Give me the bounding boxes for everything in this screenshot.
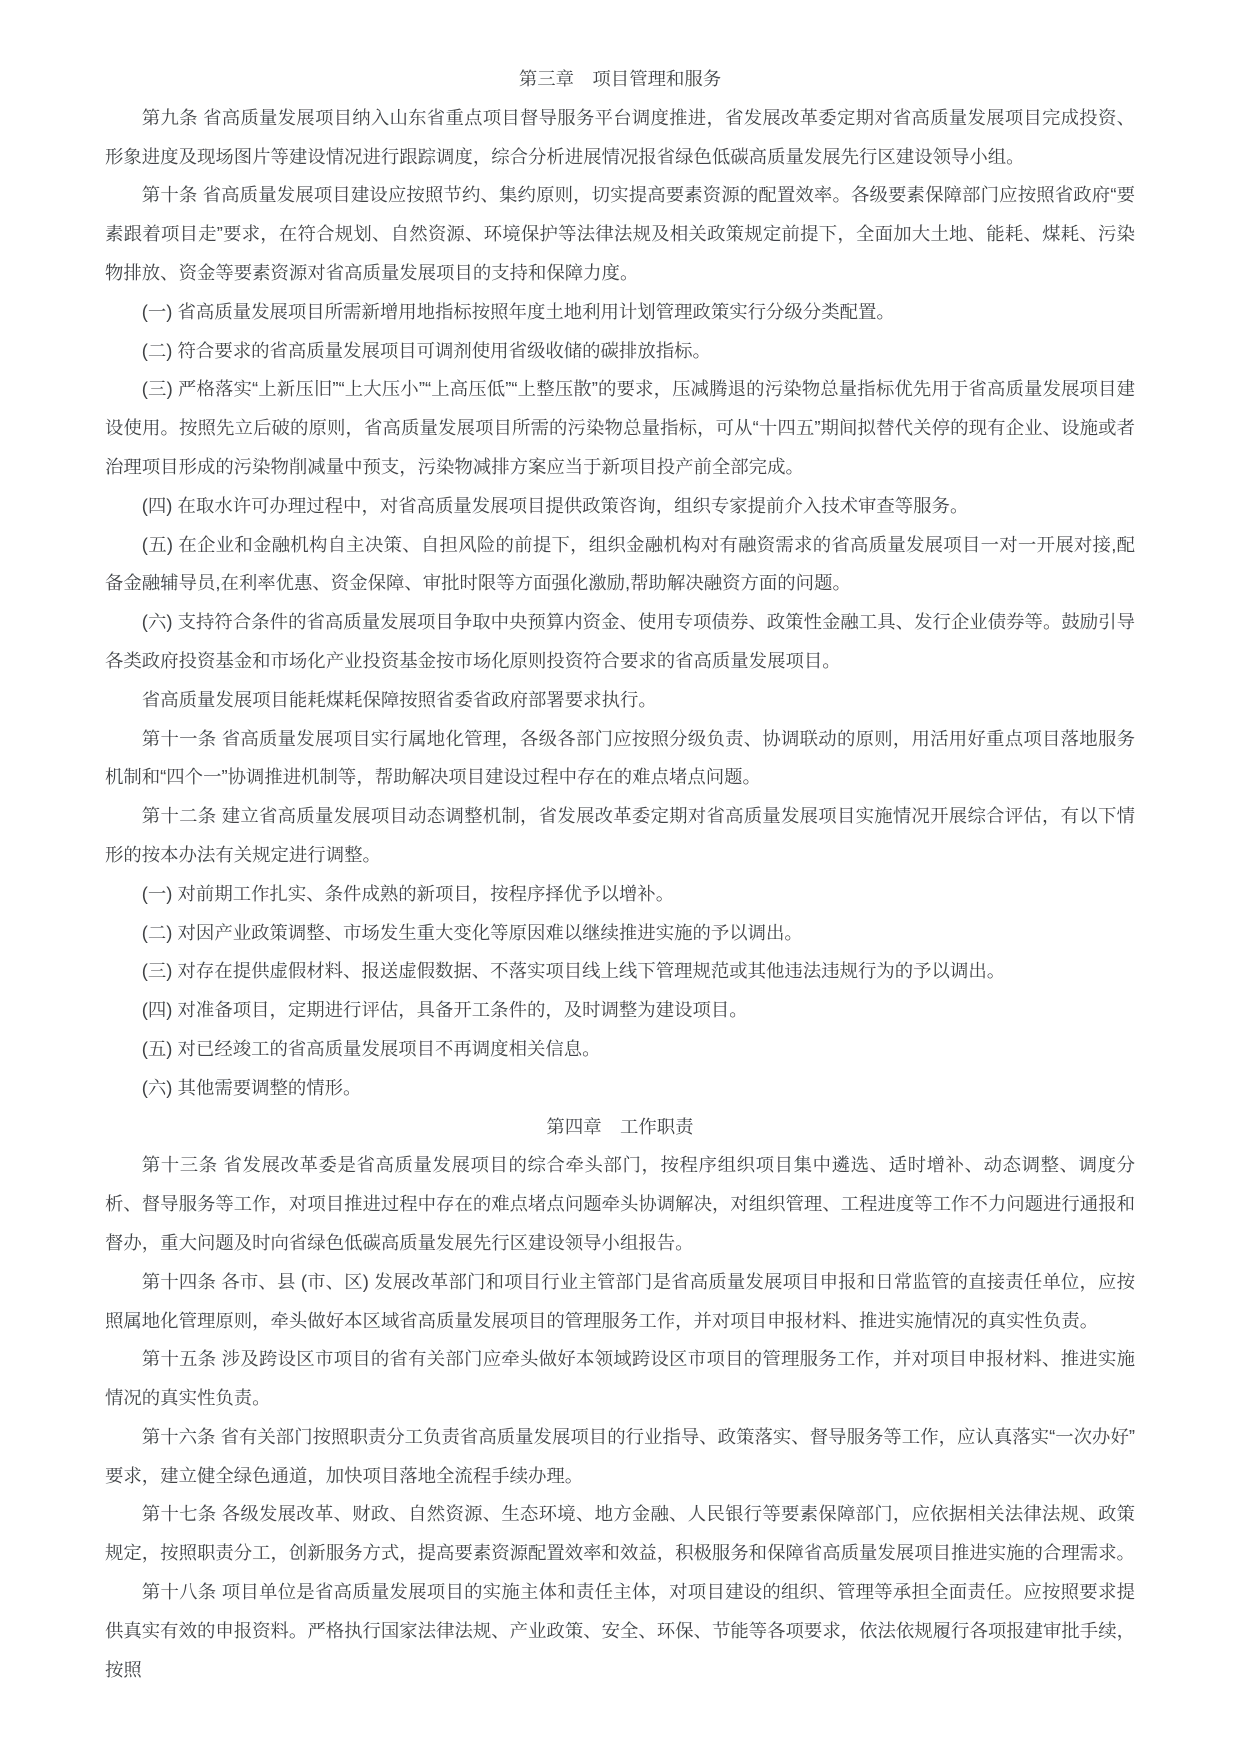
article-10-item-1: (一) 省高质量发展项目所需新增用地指标按照年度土地利用计划管理政策实行分级分类配置。 (141, 300, 895, 322)
article-17-paragraph: 第十七条 各级发展改革、财政、自然资源、生态环境、地方金融、人民银行等要素保障部门，应依据相关法律法规、政策规定，按照职责分工，创新服务方式，提高要素资源配置效率和效益，积极服务和保障省高质量发展项目推进实施的合理需求。 (105, 1503, 1135, 1564)
article-12-item-5: (五) 对已经竣工的省高质量发展项目不再调度相关信息。 (141, 1037, 601, 1059)
article-15-paragraph: 第十五条 涉及跨设区市项目的省有关部门应牵头做好本领域跨设区市项目的管理服务工作，并对项目申报材料、推进实施情况的真实性负责。 (105, 1348, 1135, 1409)
article-12-item-3: (三) 对存在提供虚假材料、报送虚假数据、不落实项目线上线下管理规范或其他违法违规行为的予以调出。 (141, 960, 1006, 982)
article-13-paragraph: 第十三条 省发展改革委是省高质量发展项目的综合牵头部门，按程序组织项目集中遴选、适时增补、动态调整、调度分析、督导服务等工作，对项目推进过程中存在的难点堵点问题牵头协调解决，对组织管理、工程进度等工作不力问题进行通报和督办，重大问题及时向省绿色低碳高质量发展先行区建设领导小组报告。 (105, 1154, 1135, 1253)
chapter-4-heading: 第四章 工作职责 (546, 1115, 694, 1137)
article-10-item-4: (四) 在取水许可办理过程中，对省高质量发展项目提供政策咨询，组织专家提前介入技术审查等服务。 (141, 494, 969, 516)
article-12-paragraph: 第十二条 建立省高质量发展项目动态调整机制，省发展改革委定期对省高质量发展项目实施情况开展综合评估，有以下情形的按本办法有关规定进行调整。 (105, 805, 1135, 865)
article-12-item-6: (六) 其他需要调整的情形。 (141, 1076, 362, 1098)
article-12-item-4: (四) 对准备项目，定期进行评估，具备开工条件的，及时调整为建设项目。 (141, 999, 748, 1021)
article-10-item-2: (二) 符合要求的省高质量发展项目可调剂使用省级收储的碳排放指标。 (141, 339, 711, 361)
article-10-closing-paragraph: 省高质量发展项目能耗煤耗保障按照省委省政府部署要求执行。 (141, 688, 657, 710)
article-18-paragraph: 第十八条 项目单位是省高质量发展项目的实施主体和责任主体，对项目建设的组织、管理等承担全面责任。应按照要求提供真实有效的申报资料。严格执行国家法律法规、产业政策、安全、环保、节能等各项要求，依法依规履行各项报建审批手续，按照 (105, 1581, 1135, 1680)
article-10-item-3: (三) 严格落实“上新压旧”“上大压小”“上高压低”“上整压散”的要求，压减腾退的污染物总量指标优先用于省高质量发展项目建设使用。按照先立后破的原则，省高质量发展项目所需的污染物总量指标，可从“十四五”期间拟替代关停的现有企业、设施或者治理项目形成的污染物削减量中预支，污染物减排方案应当于新项目投产前全部完成。 (105, 378, 1135, 477)
article-10-paragraph: 第十条 省高质量发展项目建设应按照节约、集约原则，切实提高要素资源的配置效率。各级要素保障部门应按照省政府“要素跟着项目走”要求，在符合规划、自然资源、环境保护等法律法规及相关政策规定前提下，全面加大土地、能耗、煤耗、污染物排放、资金等要素资源对省高质量发展项目的支持和保障力度。 (105, 184, 1135, 283)
article-12-item-2: (二) 对因产业政策调整、市场发生重大变化等原因难以继续推进实施的予以调出。 (141, 921, 803, 943)
article-10-item-5: (五) 在企业和金融机构自主决策、自担风险的前提下，组织金融机构对有融资需求的省高质量发展项目一对一开展对接,配备金融辅导员,在利率优惠、资金保障、审批时限等方面强化激励,帮助解决融资方面的问题。 (105, 533, 1135, 594)
article-10-item-6: (六) 支持符合条件的省高质量发展项目争取中央预算内资金、使用专项债券、政策性金融工具、发行企业债券等。鼓励引导各类政府投资基金和市场化产业投资基金按市场化原则投资符合要求的省高质量发展项目。 (105, 611, 1135, 671)
article-14-paragraph: 第十四条 各市、县 (市、区) 发展改革部门和项目行业主管部门是省高质量发展项目申报和日常监管的直接责任单位，应按照属地化管理原则，牵头做好本区域省高质量发展项目的管理服务工作，并对项目申报材料、推进实施情况的真实性负责。 (105, 1270, 1135, 1331)
article-9-paragraph: 第九条 省高质量发展项目纳入山东省重点项目督导服务平台调度推进，省发展改革委定期对省高质量发展项目完成投资、形象进度及现场图片等建设情况进行跟踪调度，综合分析进展情况报省绿色低碳高质量发展先行区建设领导小组。 (105, 106, 1135, 167)
article-11-paragraph: 第十一条 省高质量发展项目实行属地化管理，各级各部门应按照分级负责、协调联动的原则，用活用好重点项目落地服务机制和“四个一”协调推进机制等，帮助解决项目建设过程中存在的难点堵点问题。 (105, 727, 1135, 788)
article-12-item-1: (一) 对前期工作扎实、条件成熟的新项目，按程序择优予以增补。 (141, 882, 675, 904)
article-16-paragraph: 第十六条 省有关部门按照职责分工负责省高质量发展项目的行业指导、政策落实、督导服务等工作，应认真落实“一次办好”要求，建立健全绿色通道，加快项目落地全流程手续办理。 (105, 1425, 1135, 1486)
chapter-3-heading: 第三章 项目管理和服务 (518, 68, 722, 89)
